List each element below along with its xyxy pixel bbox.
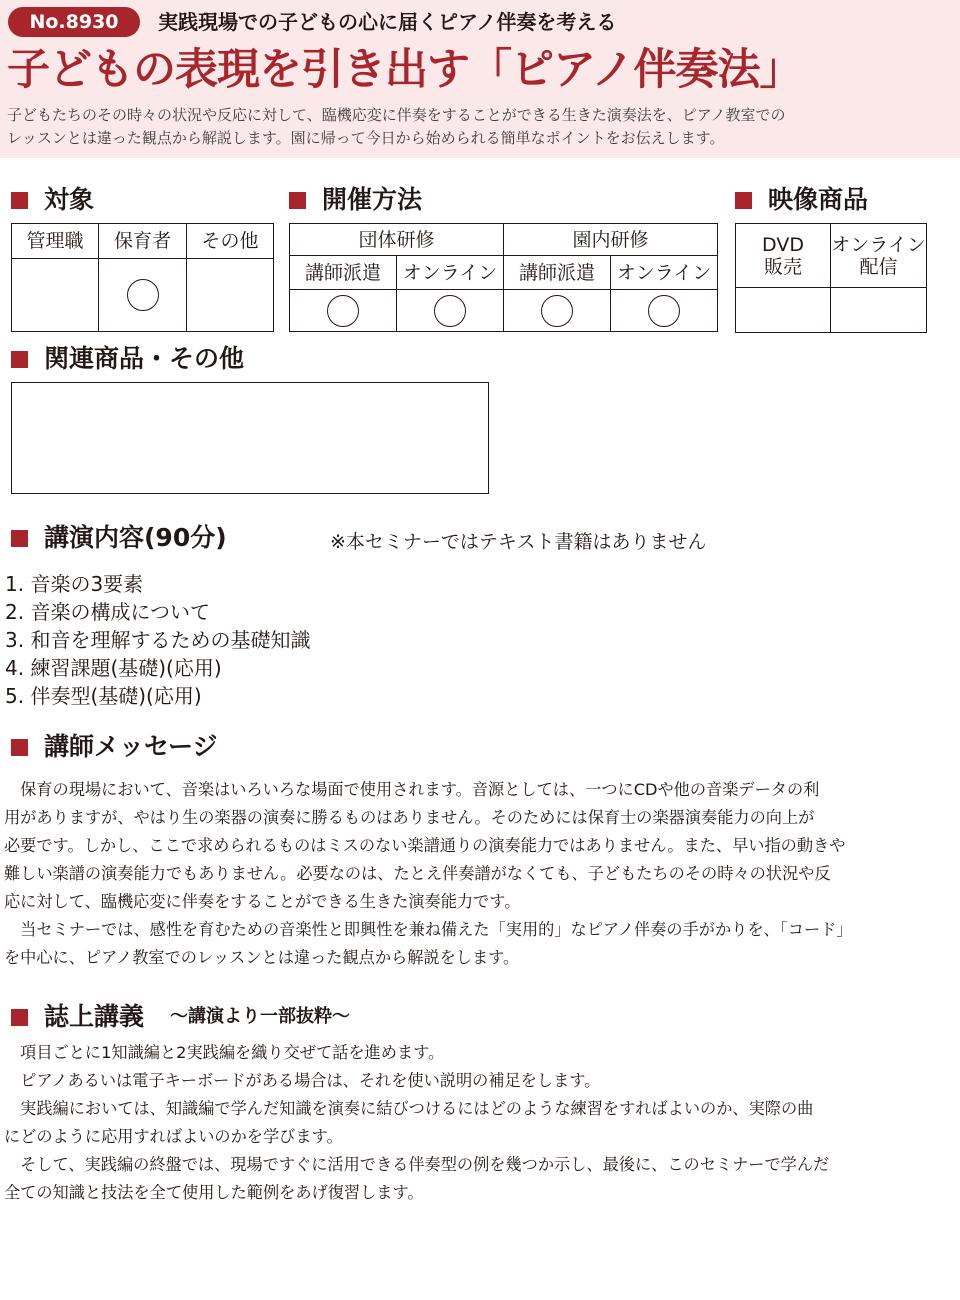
section-square-icon: [735, 192, 752, 209]
section-heading-label: 対象: [44, 185, 95, 214]
section-heading-excerpt: [11, 1001, 350, 1033]
excerpt-line: 項目ごとに1知識編と2実践編を織り交ぜて話を進めます。: [4, 1043, 445, 1062]
section-heading-target: [11, 184, 94, 216]
section-square-icon: [11, 1009, 28, 1026]
video-mark-cell: [736, 288, 831, 333]
section-heading-related: [11, 343, 244, 375]
section-heading-label: 関連商品・その他: [44, 344, 245, 373]
section-heading-label: 開催方法: [322, 185, 423, 214]
target-col-header: その他: [187, 224, 274, 259]
section-subheading: 〜講演より一部抜粋〜: [170, 1006, 351, 1027]
circle-mark-icon: [127, 279, 159, 311]
section-heading-label: 映像商品: [768, 185, 869, 214]
description-line: レッスンとは違った観点から解説します。園に帰って今日から始められる簡単なポイントをお伝えします。: [7, 129, 725, 147]
method-mark-cell: [397, 290, 504, 332]
section-heading-lecture: [11, 522, 227, 554]
method-group-header: 園内研修: [504, 224, 718, 256]
method-col-header: 講師派遣: [290, 256, 397, 290]
method-group-header: 団体研修: [290, 224, 504, 256]
video-table: [735, 223, 927, 333]
circle-mark-icon: [327, 295, 359, 327]
section-heading-label: 講演内容(90分): [44, 523, 227, 552]
section-square-icon: [11, 192, 28, 209]
lecture-item: 4. 練習課題(基礎)(応用): [5, 656, 222, 680]
lecture-note: ※本セミナーではテキスト書籍はありません: [330, 531, 707, 553]
section-heading-video: [735, 184, 868, 216]
excerpt-line: そして、実践編の終盤では、現場ですぐに活用できる伴奏型の例を幾つか示し、最後に、このセミナーで学んだ: [4, 1155, 830, 1174]
target-table: [11, 223, 274, 332]
video-col-header-line: 販売: [763, 255, 802, 278]
excerpt-line: ピアノあるいは電子キーボードがある場合は、それを使い説明の補足をします。: [4, 1071, 601, 1090]
section-square-icon: [289, 192, 306, 209]
seminar-number-badge: No.8930: [8, 7, 140, 37]
section-heading-message: [11, 731, 218, 763]
method-mark-cell: [504, 290, 611, 332]
lecture-items: [5, 570, 310, 710]
method-mark-cell: [611, 290, 718, 332]
message-line: 用がありますが、やはり生の楽器の演奏に勝るものはありません。そのためには保育士の楽器演奏能力の向上が: [4, 808, 815, 827]
section-heading-method: [289, 184, 422, 216]
message-line: 保育の現場において、音楽はいろいろな場面で使用されます。音源としては、一つにCDや他の音楽データの利: [4, 780, 820, 799]
message-line: 当セミナーでは、感性を育むための音楽性と即興性を兼ね備えた「実用的」なピアノ伴奏の手がかりを、「コード」: [4, 920, 853, 939]
description: [7, 104, 952, 150]
section-heading-label: 誌上講義: [44, 1002, 145, 1031]
section-square-icon: [11, 739, 28, 756]
circle-mark-icon: [434, 295, 466, 327]
target-mark-cell: [187, 259, 274, 332]
section-square-icon: [11, 530, 28, 547]
method-col-header: オンライン: [397, 256, 504, 290]
message-body: [4, 776, 956, 972]
excerpt-line: 実践編においては、知識編で学んだ知識を演奏に結びつけるにはどのような練習をすればよいのか、実際の曲: [4, 1099, 814, 1118]
video-col-header-line: オンライン: [831, 233, 926, 256]
message-line: 難しい楽譜の演奏能力でもありません。必要なのは、たとえ伴奏譜がなくても、子どもたちのその時々の状況や反: [4, 864, 831, 883]
header-band: [0, 0, 960, 158]
video-col-header-line: DVD: [762, 233, 804, 256]
page-title: 子どもの表現を引き出す「ピアノ伴奏法」: [7, 45, 802, 95]
video-col-header: [831, 224, 927, 288]
method-mark-cell: [290, 290, 397, 332]
description-line: 子どもたちのその時々の状況や反応に対して、臨機応変に伴奏をすることができる生きた演奏法を、ピアノ教室での: [7, 106, 786, 124]
section-square-icon: [11, 351, 28, 368]
video-col-header-line: 配信: [859, 255, 898, 278]
lecture-item: 2. 音楽の構成について: [5, 600, 211, 624]
lecture-item: 3. 和音を理解するための基礎知識: [5, 628, 311, 652]
target-mark-cell: [99, 259, 187, 332]
message-line: 応に対して、臨機応変に伴奏をすることができる生きた演奏能力です。: [4, 892, 521, 911]
video-col-header: [736, 224, 831, 288]
message-line: を中心に、ピアノ教室でのレッスンとは違った観点から解説をします。: [4, 948, 520, 967]
target-mark-cell: [12, 259, 99, 332]
message-line: 必要です。しかし、ここで求められるものはミスのない楽譜通りの演奏能力ではありません。また、早い指の動きや: [4, 836, 846, 855]
excerpt-body: [4, 1039, 956, 1207]
lecture-item: 5. 伴奏型(基礎)(応用): [5, 684, 202, 708]
target-col-header: 保育者: [99, 224, 187, 259]
series-title: 実践現場での子どもの心に届くピアノ伴奏を考える: [158, 10, 617, 34]
lecture-item: 1. 音楽の3要素: [5, 572, 144, 596]
circle-mark-icon: [648, 295, 680, 327]
related-products-box: [11, 382, 489, 494]
method-col-header: 講師派遣: [504, 256, 611, 290]
method-col-header: オンライン: [611, 256, 718, 290]
method-table: [289, 223, 718, 332]
excerpt-line: 全ての知識と技法を全て使用した範例をあげ復習します。: [4, 1183, 424, 1202]
excerpt-line: にどのように応用すればよいのかを学びます。: [4, 1127, 343, 1146]
target-col-header: 管理職: [12, 224, 99, 259]
video-mark-cell: [831, 288, 927, 333]
circle-mark-icon: [541, 295, 573, 327]
section-heading-label: 講師メッセージ: [44, 732, 218, 761]
